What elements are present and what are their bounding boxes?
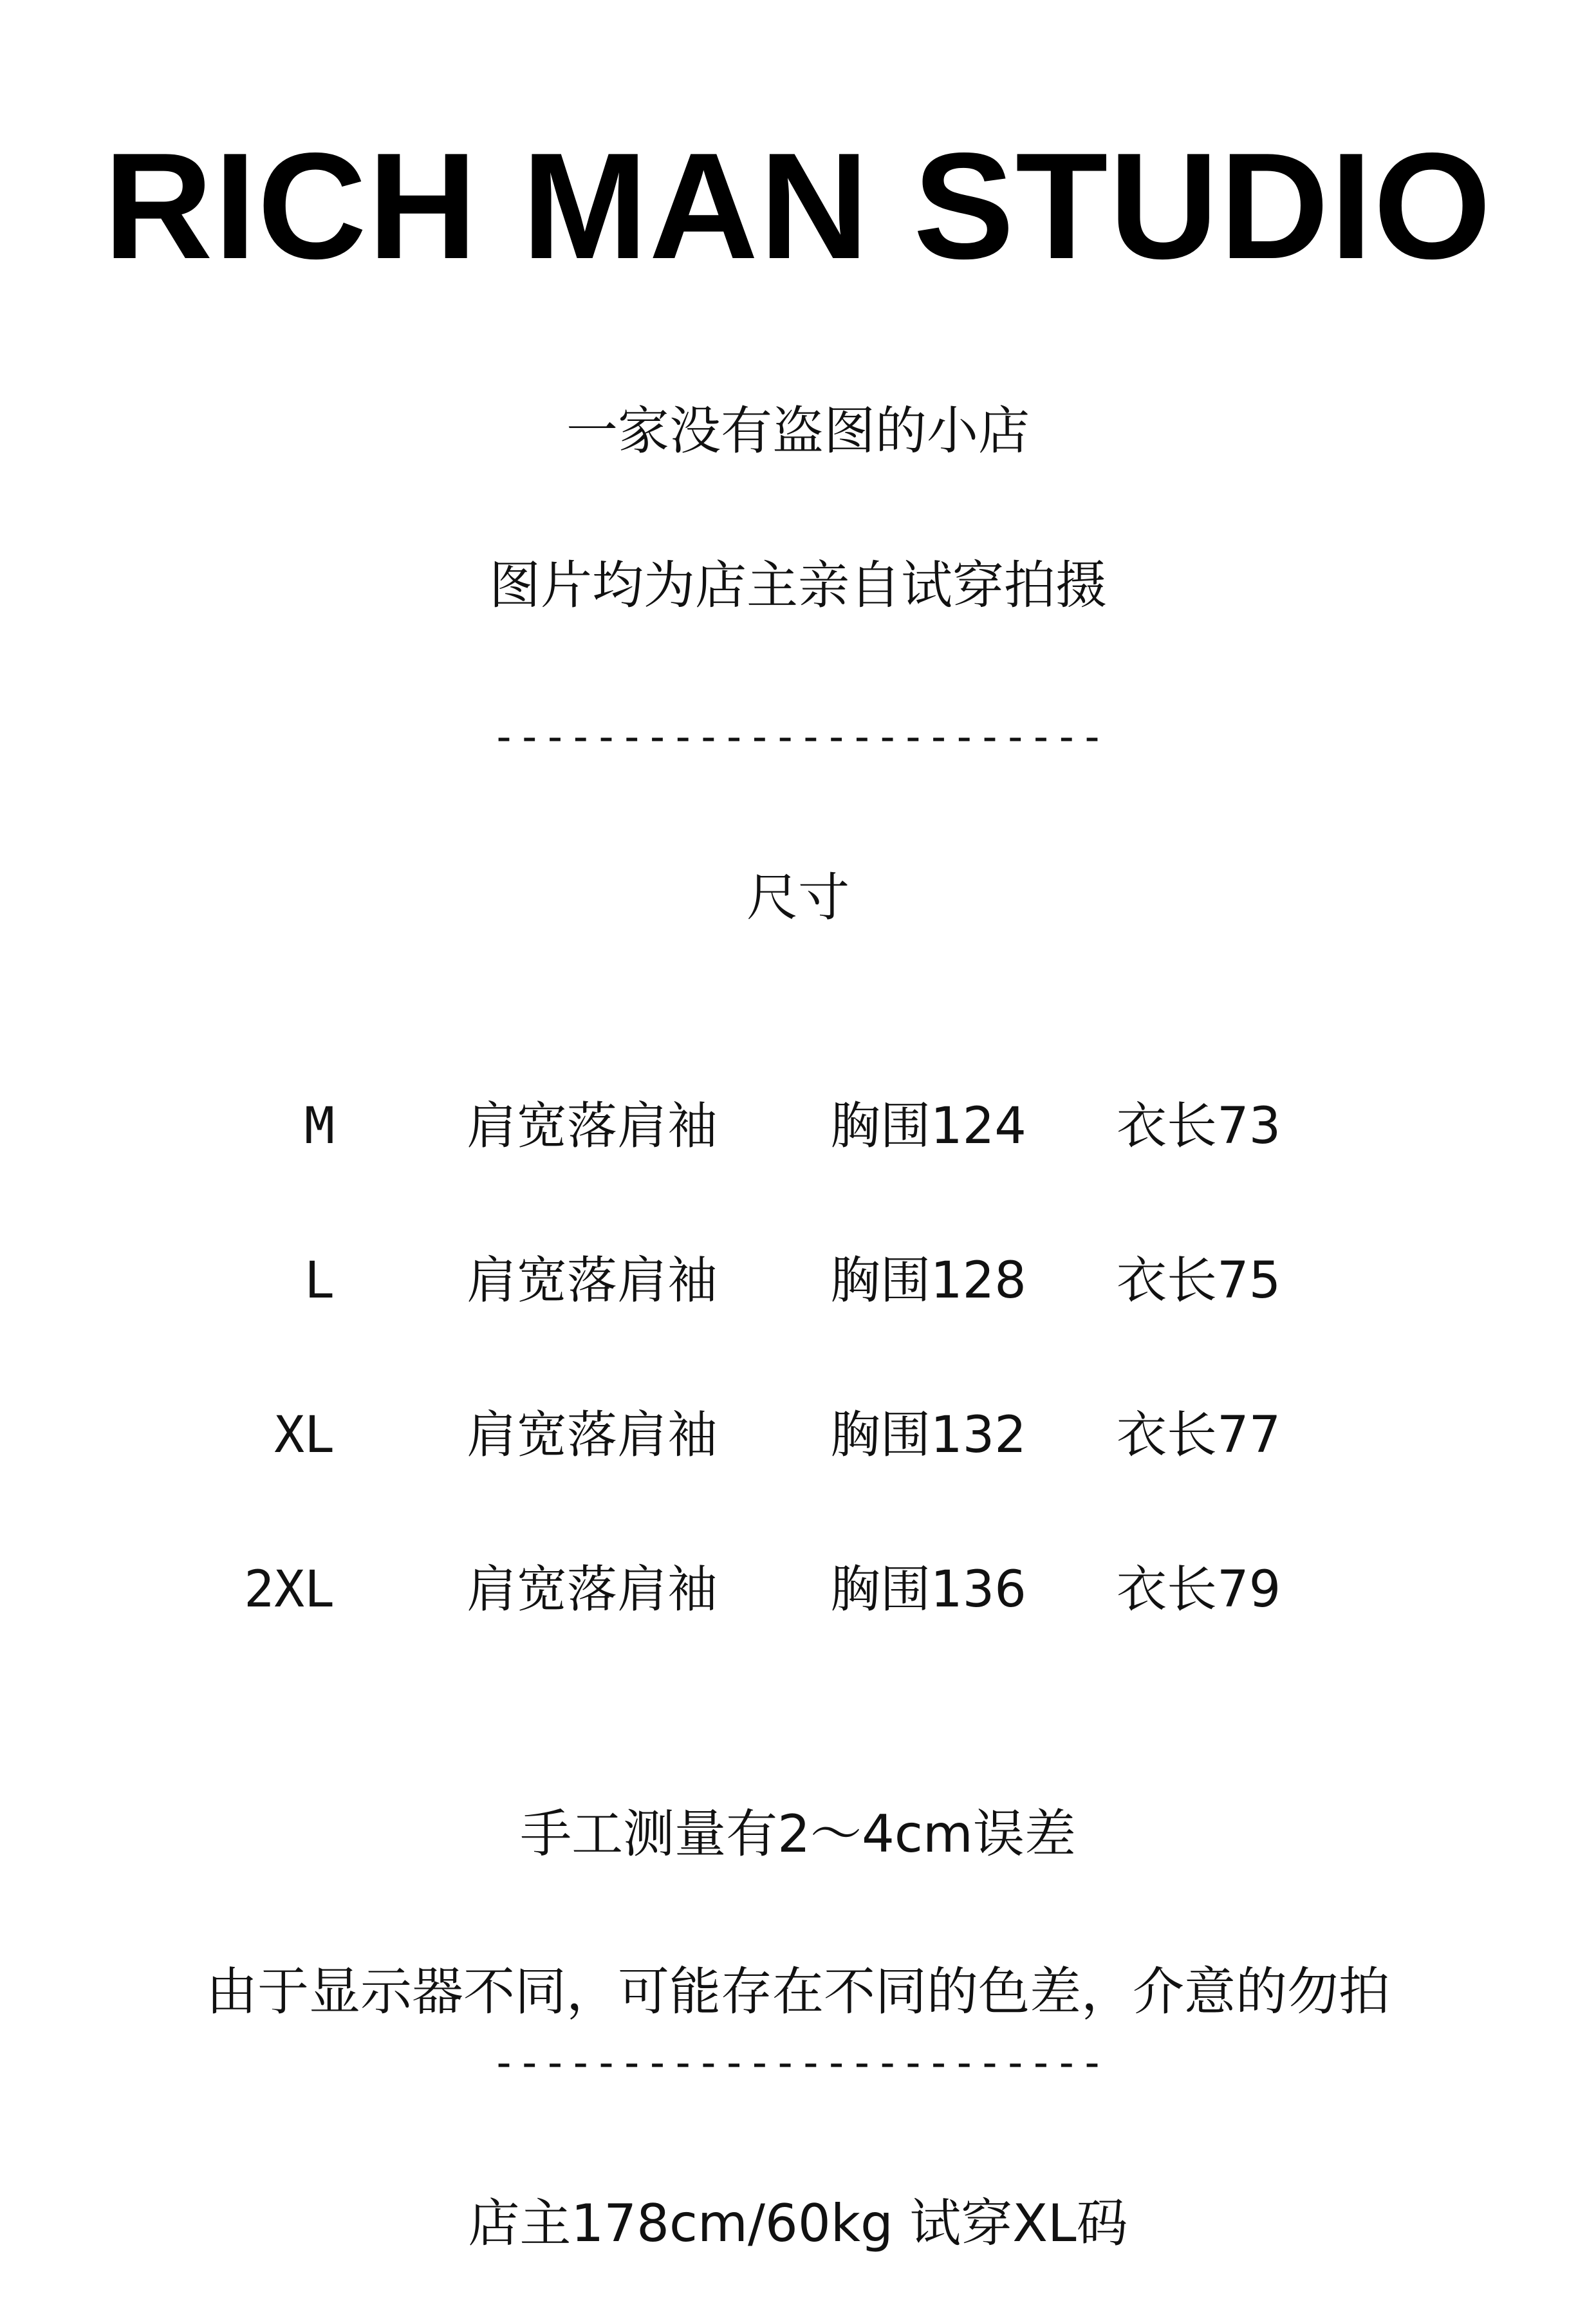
size-row <box>0 1249 1596 1313</box>
size-row <box>0 1558 1596 1622</box>
divider-bottom: ------------------------ <box>491 2038 1105 2087</box>
length-value: 衣长79 <box>1117 1561 1281 1619</box>
size-label: M <box>304 1097 335 1155</box>
measure-note: 手工测量有2～4cm误差 <box>520 1804 1076 1864</box>
size-row <box>0 1094 1596 1159</box>
owner-note: 店主178cm/60kg 试穿XL码 <box>468 2193 1128 2253</box>
length-value: 衣长73 <box>1117 1097 1281 1155</box>
shoulder-value: 肩宽落肩袖 <box>467 1252 718 1310</box>
color-note: 由于显示器不同，可能存在不同的色差，介意的勿拍 <box>206 1962 1390 2022</box>
shoulder-value: 肩宽落肩袖 <box>467 1097 718 1155</box>
length-value: 衣长77 <box>1117 1406 1281 1464</box>
photo-note: 图片均为店主亲自试穿拍摄 <box>489 555 1107 615</box>
tagline: 一家没有盗图的小店 <box>566 401 1030 461</box>
brand-title: RICH MAN STUDIO <box>104 121 1492 290</box>
length-value: 衣长75 <box>1117 1252 1281 1310</box>
chest-value: 胸围124 <box>830 1097 1026 1155</box>
size-row <box>0 1403 1596 1467</box>
size-heading: 尺寸 <box>747 868 849 927</box>
size-label: L <box>304 1252 335 1310</box>
chest-value: 胸围136 <box>830 1561 1026 1619</box>
size-label: XL <box>274 1406 335 1464</box>
shoulder-value: 肩宽落肩袖 <box>467 1561 718 1619</box>
size-label: 2XL <box>244 1561 335 1619</box>
divider-top: ------------------------ <box>491 712 1105 761</box>
shoulder-value: 肩宽落肩袖 <box>467 1406 718 1464</box>
chest-value: 胸围132 <box>830 1406 1026 1464</box>
chest-value: 胸围128 <box>830 1252 1026 1310</box>
